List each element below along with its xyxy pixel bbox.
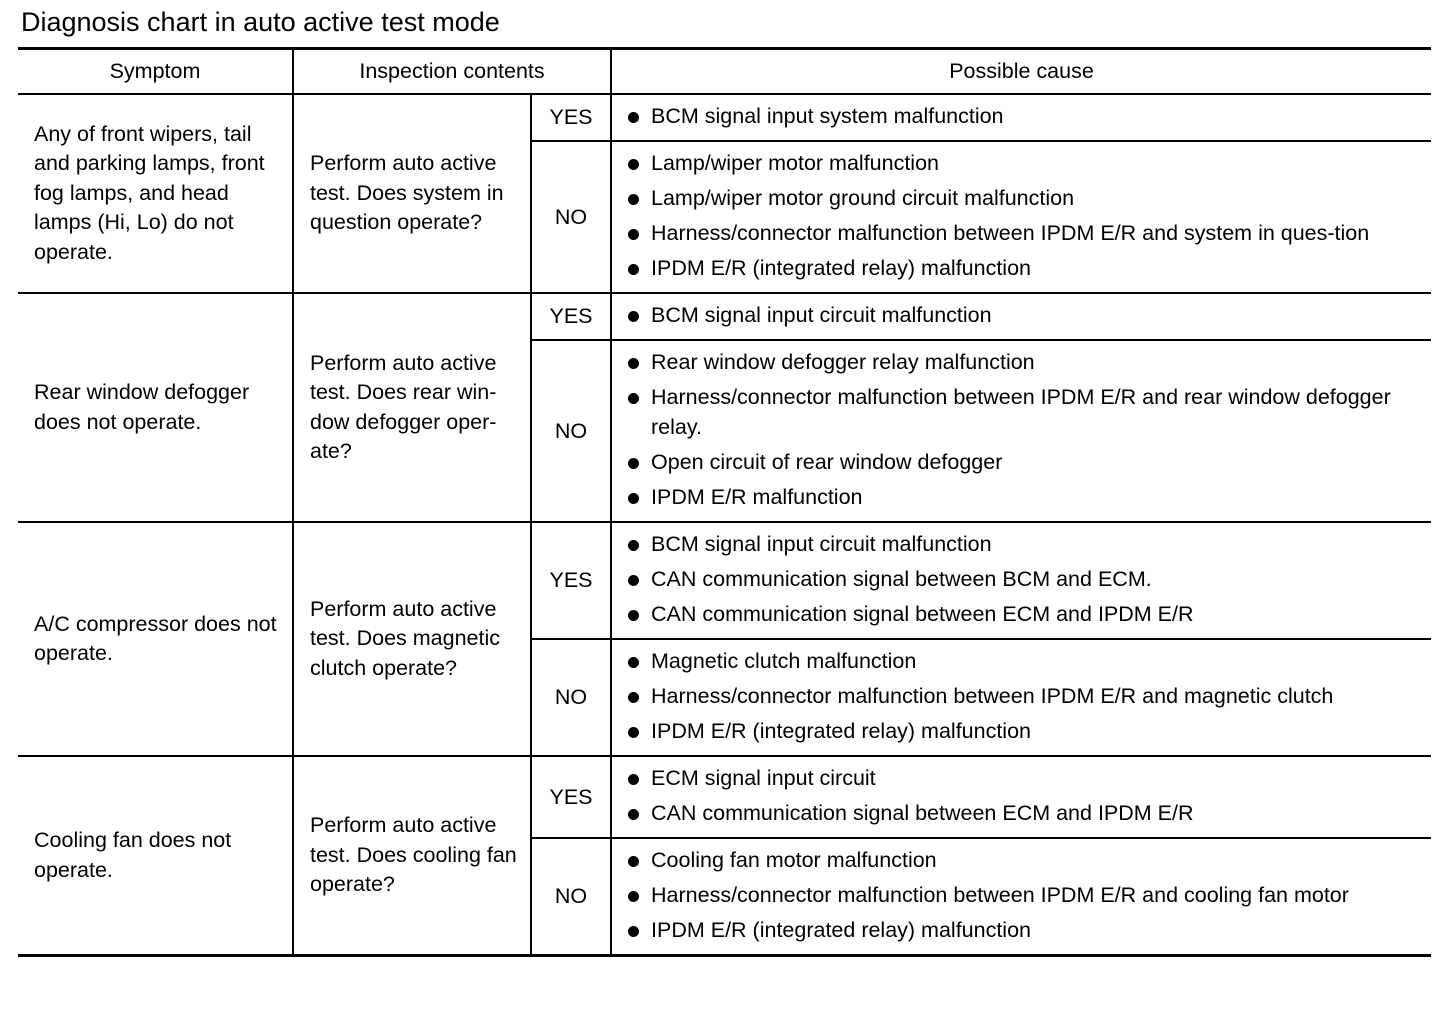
list-item: CAN communication signal between ECM and IPDM E/R: [628, 599, 1421, 629]
symptom-cell: Cooling fan does not operate.: [18, 756, 293, 956]
list-item: IPDM E/R malfunction: [628, 482, 1421, 512]
cause-list: [628, 300, 1421, 330]
yes-label: YES: [531, 756, 611, 838]
page-title: Diagnosis chart in auto active test mode: [21, 7, 500, 37]
symptom-cell: Rear window defogger does not operate.: [18, 293, 293, 522]
list-item: IPDM E/R (integrated relay) malfunction: [628, 253, 1421, 283]
cause-list: [628, 148, 1421, 283]
yes-label: YES: [531, 94, 611, 141]
list-item: Magnetic clutch malfunction: [628, 646, 1421, 676]
no-causes-cell: [611, 340, 1431, 522]
inspection-cell: Perform auto active test. Does rear win-dow defogger oper-ate?: [293, 293, 531, 522]
header-inspection: Inspection contents: [293, 49, 611, 95]
cause-list: [628, 646, 1421, 746]
no-causes-cell: [611, 639, 1431, 756]
list-item: IPDM E/R (integrated relay) malfunction: [628, 915, 1421, 945]
symptom-cell: Any of front wipers, tail and parking lamps, front fog lamps, and head lamps (Hi, Lo) do not operate.: [18, 94, 293, 293]
cause-list: [628, 529, 1421, 629]
list-item: Harness/connector malfunction between IPDM E/R and rear window defogger relay.: [628, 382, 1421, 442]
yes-causes-cell: [611, 522, 1431, 639]
symptom-cell: A/C compressor does not operate.: [18, 522, 293, 756]
table-header-row: [18, 49, 1431, 95]
list-item: BCM signal input circuit malfunction: [628, 300, 1421, 330]
table-row: [18, 293, 1431, 340]
inspection-cell: Perform auto active test. Does system in question operate?: [293, 94, 531, 293]
no-causes-cell: [611, 141, 1431, 293]
cause-list: [628, 763, 1421, 828]
cause-list: [628, 101, 1421, 131]
table-row: [18, 522, 1431, 639]
header-symptom: Symptom: [18, 49, 293, 95]
list-item: CAN communication signal between BCM and ECM.: [628, 564, 1421, 594]
header-possible-cause: Possible cause: [611, 49, 1431, 95]
list-item: Harness/connector malfunction between IPDM E/R and cooling fan motor: [628, 880, 1421, 910]
diagnosis-table: [18, 47, 1431, 957]
list-item: BCM signal input circuit malfunction: [628, 529, 1421, 559]
list-item: BCM signal input system malfunction: [628, 101, 1421, 131]
list-item: ECM signal input circuit: [628, 763, 1421, 793]
list-item: CAN communication signal between ECM and IPDM E/R: [628, 798, 1421, 828]
list-item: Harness/connector malfunction between IPDM E/R and magnetic clutch: [628, 681, 1421, 711]
no-label: NO: [531, 141, 611, 293]
cause-list: [628, 347, 1421, 512]
list-item: Rear window defogger relay malfunction: [628, 347, 1421, 377]
no-label: NO: [531, 639, 611, 756]
inspection-cell: Perform auto active test. Does magnetic clutch operate?: [293, 522, 531, 756]
list-item: Lamp/wiper motor ground circuit malfunction: [628, 183, 1421, 213]
yes-causes-cell: [611, 756, 1431, 838]
table-row: [18, 94, 1431, 141]
inspection-cell: Perform auto active test. Does cooling fan operate?: [293, 756, 531, 956]
list-item: Harness/connector malfunction between IPDM E/R and system in ques-tion: [628, 218, 1421, 248]
list-item: Open circuit of rear window defogger: [628, 447, 1421, 477]
no-label: NO: [531, 838, 611, 956]
list-item: Lamp/wiper motor malfunction: [628, 148, 1421, 178]
list-item: Cooling fan motor malfunction: [628, 845, 1421, 875]
no-label: NO: [531, 340, 611, 522]
yes-causes-cell: [611, 293, 1431, 340]
no-causes-cell: [611, 838, 1431, 956]
list-item: IPDM E/R (integrated relay) malfunction: [628, 716, 1421, 746]
yes-causes-cell: [611, 94, 1431, 141]
yes-label: YES: [531, 522, 611, 639]
cause-list: [628, 845, 1421, 945]
yes-label: YES: [531, 293, 611, 340]
table-row: [18, 756, 1431, 838]
